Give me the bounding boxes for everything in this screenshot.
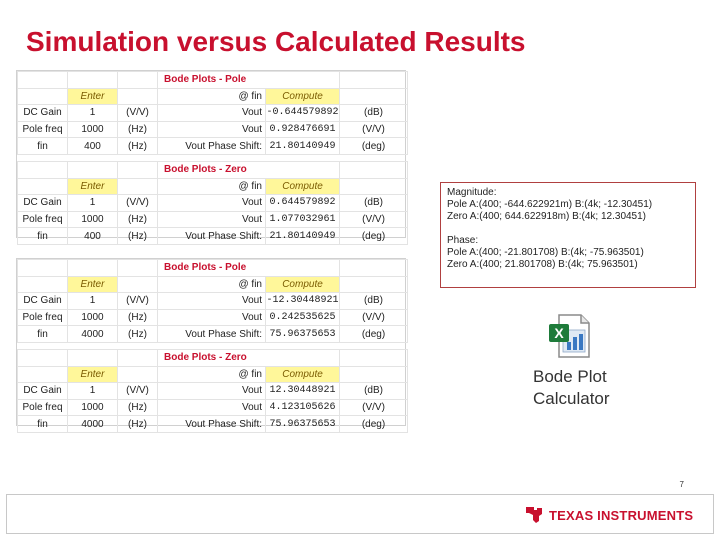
bode-section-zero-2 — [17, 349, 405, 433]
value-cell[interactable]: 1000 — [68, 399, 118, 416]
result-unit-cell: (dB) — [340, 293, 408, 310]
result-unit-cell: (deg) — [340, 228, 408, 245]
magnitude-title: Magnitude: — [447, 187, 497, 198]
compute-label: Compute — [266, 366, 340, 383]
table-row — [18, 326, 408, 343]
param-cell: fin — [18, 138, 68, 155]
at-fin-label: @ fin — [158, 178, 266, 195]
result-unit-cell: (deg) — [340, 138, 408, 155]
table-row — [18, 105, 408, 122]
result-cell: -12.30448921 — [266, 293, 340, 310]
page-number: 7 — [679, 480, 684, 489]
enter-label: Enter — [68, 178, 118, 195]
ti-brand-text: TEXAS INSTRUMENTS — [549, 508, 694, 523]
enter-label: Enter — [68, 366, 118, 383]
table-row — [18, 228, 408, 245]
result-unit-cell: (V/V) — [340, 211, 408, 228]
ti-logo-icon — [524, 505, 544, 525]
phase-pole: Pole A:(400; -21.801708) B:(4k; -75.963501) — [447, 247, 644, 258]
value-cell[interactable]: 1 — [68, 293, 118, 310]
param-cell: fin — [18, 228, 68, 245]
table-row — [18, 383, 408, 400]
result-cell: -0.644579892 — [266, 105, 340, 122]
value-cell[interactable]: 1 — [68, 105, 118, 122]
excel-file-icon[interactable] — [545, 312, 593, 360]
param-cell: DC Gain — [18, 105, 68, 122]
param-cell: DC Gain — [18, 383, 68, 400]
output-label-cell: Vout — [158, 105, 266, 122]
enter-label: Enter — [68, 88, 118, 105]
enter-label: Enter — [68, 276, 118, 293]
value-cell[interactable]: 1000 — [68, 309, 118, 326]
bode-section-pole-1 — [17, 71, 405, 155]
output-label-cell: Vout Phase Shift: — [158, 138, 266, 155]
value-cell[interactable]: 1 — [68, 383, 118, 400]
unit-cell: (V/V) — [118, 105, 158, 122]
param-cell: fin — [18, 326, 68, 343]
result-unit-cell: (dB) — [340, 105, 408, 122]
unit-cell: (Hz) — [118, 399, 158, 416]
section-heading: Bode Plots - Zero — [158, 350, 340, 367]
value-cell[interactable]: 1 — [68, 195, 118, 212]
result-unit-cell: (V/V) — [340, 121, 408, 138]
bode-section-zero-1 — [17, 161, 405, 245]
output-label-cell: Vout — [158, 293, 266, 310]
value-cell[interactable]: 1000 — [68, 211, 118, 228]
result-cell: 75.96375653 — [266, 416, 340, 433]
param-cell: Pole freq — [18, 399, 68, 416]
result-unit-cell: (deg) — [340, 326, 408, 343]
result-cell: 21.80140949 — [266, 138, 340, 155]
result-unit-cell: (dB) — [340, 383, 408, 400]
phase-zero: Zero A:(400; 21.801708) B:(4k; 75.963501) — [447, 259, 638, 270]
param-cell: fin — [18, 416, 68, 433]
slide-title: Simulation versus Calculated Results — [26, 26, 526, 57]
param-cell: Pole freq — [18, 121, 68, 138]
value-cell[interactable]: 400 — [68, 138, 118, 155]
unit-cell: (Hz) — [118, 309, 158, 326]
result-unit-cell: (V/V) — [340, 309, 408, 326]
magnitude-zero: Zero A:(400; 644.622918m) B:(4k; 12.30451) — [447, 211, 647, 222]
compute-label: Compute — [266, 88, 340, 105]
result-cell: 12.30448921 — [266, 383, 340, 400]
at-fin-label: @ fin — [158, 366, 266, 383]
table-row — [18, 416, 408, 433]
result-cell: 21.80140949 — [266, 228, 340, 245]
section-heading: Bode Plots - Pole — [158, 72, 340, 89]
output-label-cell: Vout — [158, 399, 266, 416]
unit-cell: (Hz) — [118, 121, 158, 138]
value-cell[interactable]: 4000 — [68, 416, 118, 433]
table-row — [18, 211, 408, 228]
table-row — [18, 121, 408, 138]
result-cell: 0.928476691 — [266, 121, 340, 138]
param-cell: DC Gain — [18, 195, 68, 212]
output-label-cell: Vout Phase Shift: — [158, 416, 266, 433]
bode-calculator-label[interactable] — [533, 366, 610, 410]
param-cell: DC Gain — [18, 293, 68, 310]
compute-label: Compute — [266, 178, 340, 195]
result-cell: 4.123105626 — [266, 399, 340, 416]
at-fin-label: @ fin — [158, 88, 266, 105]
output-label-cell: Vout Phase Shift: — [158, 326, 266, 343]
spreadsheet-image-1 — [16, 70, 406, 242]
unit-cell: (V/V) — [118, 195, 158, 212]
unit-cell: (Hz) — [118, 416, 158, 433]
unit-cell: (V/V) — [118, 293, 158, 310]
result-cell: 0.242535625 — [266, 309, 340, 326]
result-cell: 1.077032961 — [266, 211, 340, 228]
param-cell: Pole freq — [18, 211, 68, 228]
output-label-cell: Vout — [158, 211, 266, 228]
table-row — [18, 309, 408, 326]
output-label-cell: Vout — [158, 195, 266, 212]
spreadsheet-image-2 — [16, 258, 406, 430]
calculator-line-2: Calculator — [533, 389, 610, 408]
table-row — [18, 399, 408, 416]
unit-cell: (Hz) — [118, 228, 158, 245]
calculator-line-1: Bode Plot — [533, 367, 607, 386]
result-unit-cell: (deg) — [340, 416, 408, 433]
result-unit-cell: (V/V) — [340, 399, 408, 416]
phase-title: Phase: — [447, 235, 479, 246]
section-heading: Bode Plots - Pole — [158, 260, 340, 277]
param-cell: Pole freq — [18, 309, 68, 326]
value-cell[interactable]: 1000 — [68, 121, 118, 138]
unit-cell: (Hz) — [118, 326, 158, 343]
output-label-cell: Vout Phase Shift: — [158, 228, 266, 245]
bode-section-pole-2 — [17, 259, 405, 343]
unit-cell: (Hz) — [118, 211, 158, 228]
unit-cell: (V/V) — [118, 383, 158, 400]
value-cell[interactable]: 4000 — [68, 326, 118, 343]
compute-label: Compute — [266, 276, 340, 293]
svg-text:X: X — [554, 325, 564, 341]
result-unit-cell: (dB) — [340, 195, 408, 212]
table-row — [18, 293, 408, 310]
section-heading: Bode Plots - Zero — [158, 162, 340, 179]
magnitude-pole: Pole A:(400; -644.622921m) B:(4k; -12.30451) — [447, 199, 653, 210]
unit-cell: (Hz) — [118, 138, 158, 155]
simulation-results-box — [440, 182, 696, 288]
table-row — [18, 195, 408, 212]
output-label-cell: Vout — [158, 309, 266, 326]
value-cell[interactable]: 400 — [68, 228, 118, 245]
output-label-cell: Vout — [158, 121, 266, 138]
result-cell: 0.644579892 — [266, 195, 340, 212]
at-fin-label: @ fin — [158, 276, 266, 293]
result-cell: 75.96375653 — [266, 326, 340, 343]
table-row — [18, 138, 408, 155]
output-label-cell: Vout — [158, 383, 266, 400]
